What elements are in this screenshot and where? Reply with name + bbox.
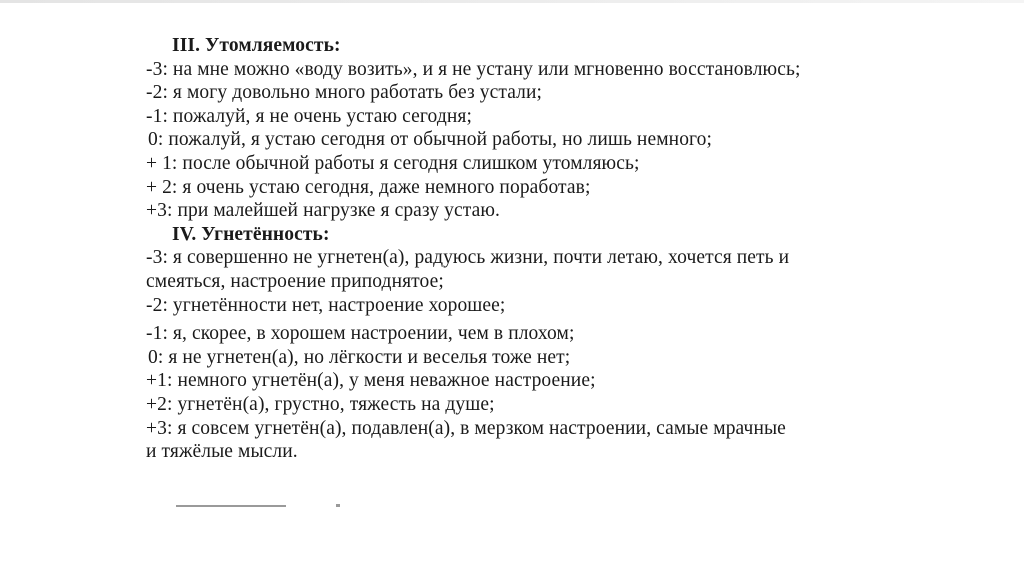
depression-item-plus2: +2: угнетён(а), грустно, тяжесть на душе;: [146, 393, 495, 415]
depression-item-plus1: +1: немного угнетён(а), у меня неважное настроение;: [146, 370, 596, 392]
cut-off-next-heading: [166, 502, 396, 510]
fatigue-item-minus2: -2: я могу довольно много работать без устали;: [146, 82, 543, 104]
depression-item-minus2: -2: угнетённости нет, настроение хорошее;: [146, 294, 506, 316]
fatigue-item-plus2: + 2: я очень устаю сегодня, даже немного поработав;: [146, 176, 591, 198]
fatigue-item-plus3: +3: при малейшей нагрузке я сразу устаю.: [146, 200, 501, 222]
fatigue-item-minus1: -1: пожалуй, я не очень устаю сегодня;: [146, 105, 472, 127]
depression-item-minus3-cont: смеяться, настроение приподнятое;: [146, 270, 444, 292]
depression-item-plus3: +3: я совсем угнетён(а), подавлен(а), в мерзком настроении, самые мрачные: [146, 417, 786, 439]
section-title-fatigue: III. Утомляемость:: [172, 35, 341, 56]
depression-item-plus3-cont: и тяжёлые мысли.: [146, 441, 298, 463]
fatigue-item-plus1: + 1: после обычной работы я сегодня слишком утомляюсь;: [146, 152, 640, 174]
fatigue-item-zero: 0: пожалуй, я устаю сегодня от обычной работы, но лишь немного;: [148, 129, 713, 151]
slide-content: [146, 34, 926, 464]
depression-item-minus3: -3: я совершенно не угнетен(а), радуюсь жизни, почти летаю, хочется петь и: [146, 247, 790, 269]
section-title-depression: IV. Угнетённость:: [172, 223, 330, 245]
fatigue-item-minus3: -3: на мне можно «воду возить», и я не устану или мгновенно восстановлюсь;: [146, 58, 801, 80]
depression-item-minus1: -1: я, скорее, в хорошем настроении, чем в плохом;: [146, 323, 575, 345]
depression-item-zero: 0: я не угнетен(а), но лёгкости и веселья тоже нет;: [148, 346, 571, 368]
slide-top-border: [0, 0, 1024, 3]
